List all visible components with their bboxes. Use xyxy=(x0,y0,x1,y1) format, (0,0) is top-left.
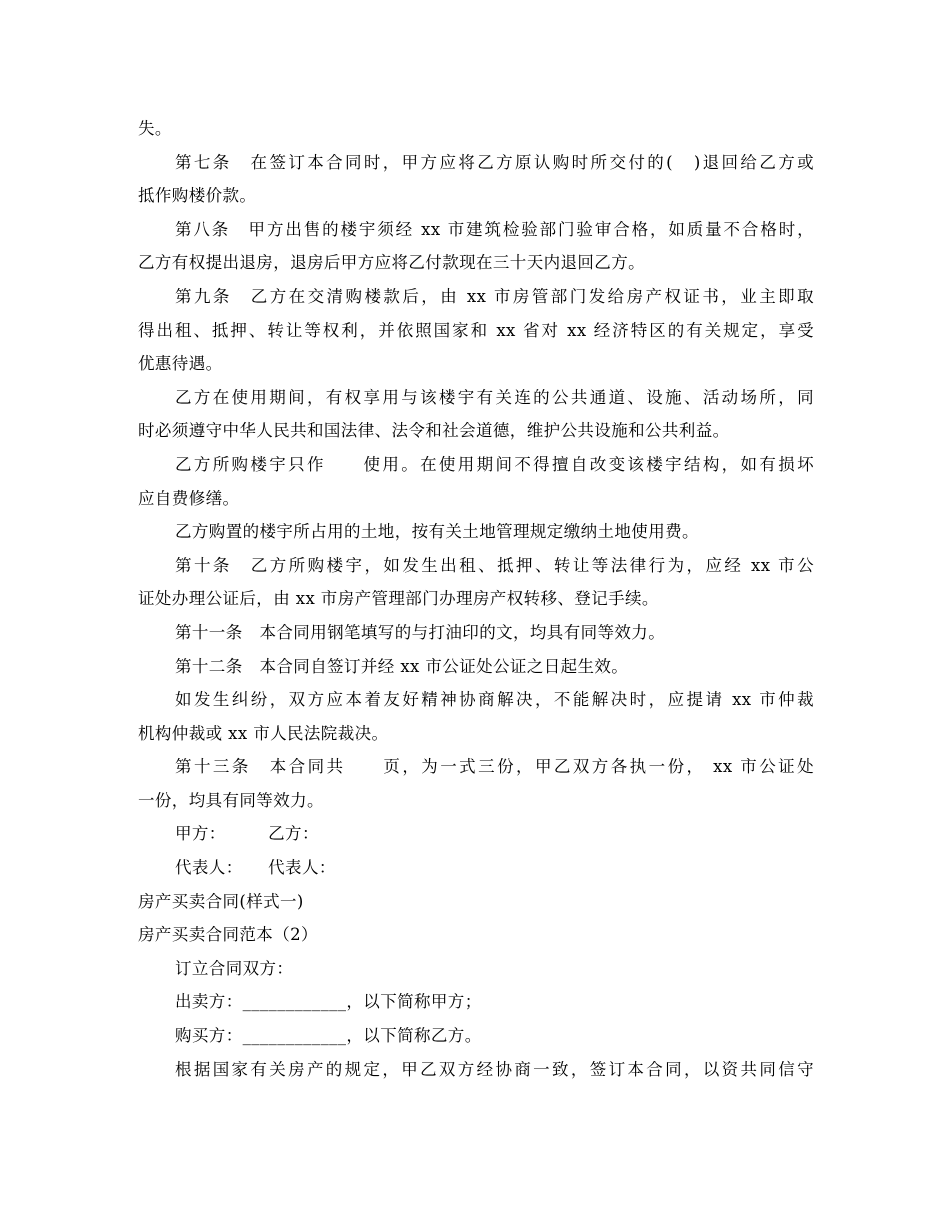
text-line: 乙方有权提出退房，退房后甲方应将乙付款现在三十天内退回乙方。 xyxy=(138,253,645,273)
section-title: 房产买卖合同范本（2） xyxy=(138,925,318,945)
seller-field-line: 出卖方：____________，以下简称甲方； xyxy=(175,992,482,1012)
text-line: 乙方所购楼宇只作 使用。在使用期间不得擅自改变该楼宇结构，如有损坏 xyxy=(175,454,814,474)
signature-line-party-a-b: 甲方： 乙方： xyxy=(175,824,319,844)
text-line: 证处办理公证后，由 xx 市房产管理部门办理房产权转移、登记手续。 xyxy=(138,589,659,609)
text-line: 优惠待遇。 xyxy=(138,354,223,374)
text-line: 第九条 乙方在交清购楼款后，由 xx 市房管部门发给房产权证书，业主即取 xyxy=(175,286,814,306)
text-line: 机构仲裁或 xx 市人民法院裁决。 xyxy=(138,723,389,743)
text-line: 第十二条 本合同自签订并经 xx 市公证处公证之日起生效。 xyxy=(175,656,629,676)
text-line: 订立合同双方： xyxy=(175,958,294,978)
document-page xyxy=(138,112,814,1086)
signature-line-representatives: 代表人： 代表人： xyxy=(175,858,336,878)
text-line: 应自费修缮。 xyxy=(138,488,240,508)
text-line: 第八条 甲方出售的楼宇须经 xx 市建筑检验部门验审合格，如质量不合格时， xyxy=(175,219,814,239)
text-line: 抵作购楼价款。 xyxy=(138,186,257,206)
text-line: 时必须遵守中华人民共和国法律、法令和社会道德，维护公共设施和公共利益。 xyxy=(138,421,730,441)
text-line: 一份，均具有同等效力。 xyxy=(138,790,324,810)
text-line: 如发生纠纷，双方应本着友好精神协商解决，不能解决时，应提请 xx 市仲裁 xyxy=(175,690,814,710)
text-line: 第七条 在签订本合同时，甲方应将乙方原认购时所交付的( )退回给乙方或 xyxy=(175,152,814,172)
buyer-field-line: 购买方：____________，以下简称乙方。 xyxy=(175,1026,482,1046)
text-line: 乙方在使用期间，有权享用与该楼宇有关连的公共通道、设施、活动场所，同 xyxy=(175,387,814,407)
text-line: 得出租、抵押、转让等权利，并依照国家和 xx 省对 xx 经济特区的有关规定，享受 xyxy=(138,320,814,340)
text-line: 乙方购置的楼宇所占用的土地，按有关土地管理规定缴纳土地使用费。 xyxy=(175,522,699,542)
text-line: 第十一条 本合同用钢笔填写的与打油印的文，均具有同等效力。 xyxy=(175,622,666,642)
section-title: 房产买卖合同(样式一) xyxy=(138,891,304,911)
text-line: 失。 xyxy=(138,119,172,138)
text-line: 第十条 乙方所购楼宇，如发生出租、抵押、转让等法律行为，应经 xx 市公 xyxy=(175,555,814,575)
text-line: 第十三条 本合同共 页，为一式三份，甲乙双方各执一份， xx 市公证处 xyxy=(175,757,814,777)
text-line: 根据国家有关房产的规定，甲乙双方经协商一致，签订本合同，以资共同信守 xyxy=(175,1059,814,1079)
